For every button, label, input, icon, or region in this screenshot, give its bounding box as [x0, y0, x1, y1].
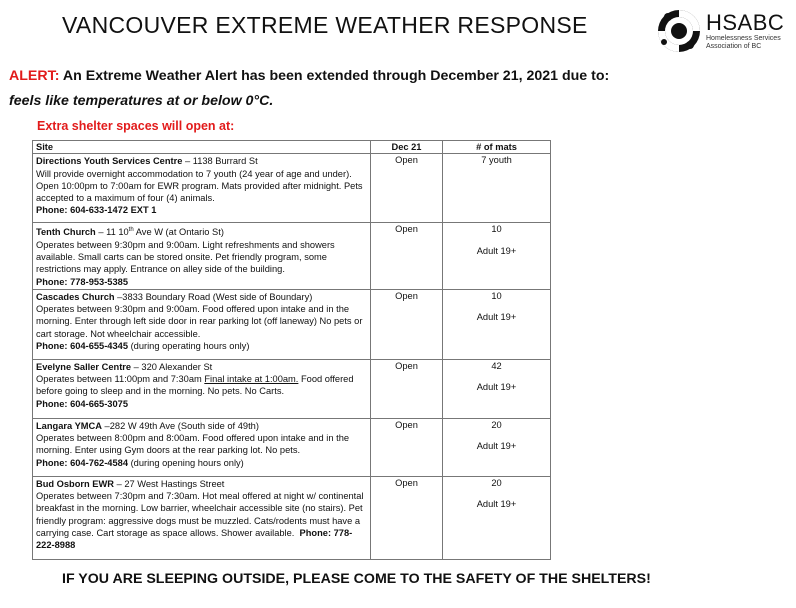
site-phone: Phone: 778-222-8988 — [36, 528, 353, 551]
site-name: Langara YMCA — [36, 420, 102, 431]
site-address-rest: Ave W (at Ontario St) — [133, 227, 224, 238]
site-phone-note: (during operating hours only) — [127, 341, 250, 352]
site-name: Tenth Church — [36, 227, 96, 238]
status-cell: Open — [371, 154, 443, 223]
mats-cell — [443, 223, 551, 290]
status-cell: Open — [371, 289, 443, 359]
hsabc-swirl-logo-icon — [656, 8, 702, 54]
mats-value: 20 — [491, 419, 502, 430]
alert-reason: feels like temperatures at or below 0°C. — [9, 93, 274, 109]
site-phone: Phone: 778-953-5385 — [36, 276, 128, 287]
table-row — [33, 154, 551, 223]
table-row — [33, 418, 551, 476]
alert-line — [9, 68, 609, 84]
site-name: Bud Osborn EWR — [36, 478, 114, 489]
mats-note: Adult 19+ — [476, 499, 517, 510]
site-description: Operates between 7:30pm and 7:30am. Hot meal offered at night w/ continental breakfast in the morning. Low barrier, wheelchair accessible site (no stairs). Pet friendly program: aggressive dogs must be muzzled. Cats/rodents must have a carrying case. Cart storage as space allows. Shower available. — [36, 491, 364, 539]
mats-cell — [443, 418, 551, 476]
site-phone: Phone: 604-762-4584 — [36, 457, 128, 468]
site-address: –3833 Boundary Road (West side of Boundary) — [114, 291, 313, 302]
site-address: – 27 West Hastings Street — [113, 478, 225, 489]
site-cell — [33, 476, 371, 559]
column-header-date: Dec 21 — [371, 141, 443, 154]
site-name: Directions Youth Services Centre — [36, 156, 183, 167]
site-phone-note: (during opening hours only) — [127, 457, 244, 468]
status-cell: Open — [371, 418, 443, 476]
mats-note: Adult 19+ — [476, 382, 517, 393]
final-intake-note: Final intake at 1:00am. — [204, 374, 299, 385]
status-cell: Open — [371, 476, 443, 559]
shelter-table — [32, 140, 551, 560]
site-description: Operates between 9:30pm and 9:00am. Light refreshments and showers available. Small carts can be stored onsite. Pet friendly program, some restrictions may apply. Entrance on alley side of the building. — [36, 239, 335, 275]
mats-cell — [443, 476, 551, 559]
site-address: – 11 10 — [95, 227, 129, 238]
site-phone: Phone: 604-633-1472 EXT 1 — [36, 205, 157, 216]
site-name: Evelyne Saller Centre — [36, 361, 132, 372]
site-name: Cascades Church — [36, 291, 115, 302]
site-address-sup: th — [128, 227, 134, 234]
mats-value: 7 youth — [481, 155, 512, 166]
site-description: Will provide overnight accommodation to 7 youth (24 year of age and under). Open 10:00pm to 7:00am for EWR program. Mats provided after midnight. Pets accepted to a maximum of four (4) animals. — [36, 168, 363, 204]
site-cell — [33, 418, 371, 476]
status-cell: Open — [371, 359, 443, 418]
mats-note: Adult 19+ — [476, 245, 517, 256]
site-description: Operates between 9:30pm and 9:00am. Food offered upon intake and in the morning. Enter through left side door in rear parking lot (off laneway) No pets or cart storage. Not wheelchair accessible. — [36, 304, 363, 339]
site-cell — [33, 223, 371, 290]
table-row — [33, 359, 551, 418]
mats-note: Adult 19+ — [476, 312, 517, 323]
extra-shelter-heading: Extra shelter spaces will open at: — [37, 119, 235, 133]
mats-value: 10 — [491, 224, 502, 235]
column-header-site: Site — [33, 141, 371, 154]
site-cell — [33, 359, 371, 418]
alert-text: An Extreme Weather Alert has been extended through December 21, 2021 due to: — [62, 68, 610, 84]
status-cell: Open — [371, 223, 443, 290]
table-header-row — [33, 141, 551, 154]
page-title: VANCOUVER EXTREME WEATHER RESPONSE — [62, 12, 588, 38]
table-row — [33, 476, 551, 559]
mats-value: 20 — [491, 477, 502, 488]
logo-subtitle: Homelessness Services Association of BC — [706, 35, 781, 50]
hsabc-logo — [656, 8, 788, 58]
logo-wordmark: HSABC — [706, 10, 785, 35]
site-description: Operates between 11:00pm and 7:30am — [36, 374, 205, 385]
mats-note: Adult 19+ — [476, 441, 517, 452]
site-address: – 320 Alexander St — [131, 361, 213, 372]
column-header-mats: # of mats — [443, 141, 551, 154]
mats-cell — [443, 359, 551, 418]
site-description-rest: Food offered before going to sleep and in the morning. No pets. No Carts. — [36, 374, 354, 397]
site-cell — [33, 289, 371, 359]
table-row — [33, 289, 551, 359]
site-cell — [33, 154, 371, 223]
table-row — [33, 223, 551, 290]
mats-cell — [443, 289, 551, 359]
mats-value: 42 — [491, 360, 502, 371]
mats-value: 10 — [491, 290, 502, 301]
site-description: Operates between 8:00pm and 8:00am. Food offered upon intake and in the morning. Enter using Gym doors at the rear parking lot. No pets. — [36, 433, 350, 456]
alert-label: ALERT: — [9, 68, 60, 84]
site-address: – 1138 Burrard St — [182, 156, 258, 167]
footer-message: IF YOU ARE SLEEPING OUTSIDE, PLEASE COME TO THE SAFETY OF THE SHELTERS! — [62, 571, 651, 587]
site-address: –282 W 49th Ave (South side of 49th) — [101, 420, 259, 431]
site-phone: Phone: 604-655-4345 — [36, 341, 128, 352]
site-phone: Phone: 604-665-3075 — [36, 398, 128, 409]
mats-cell — [443, 154, 551, 223]
